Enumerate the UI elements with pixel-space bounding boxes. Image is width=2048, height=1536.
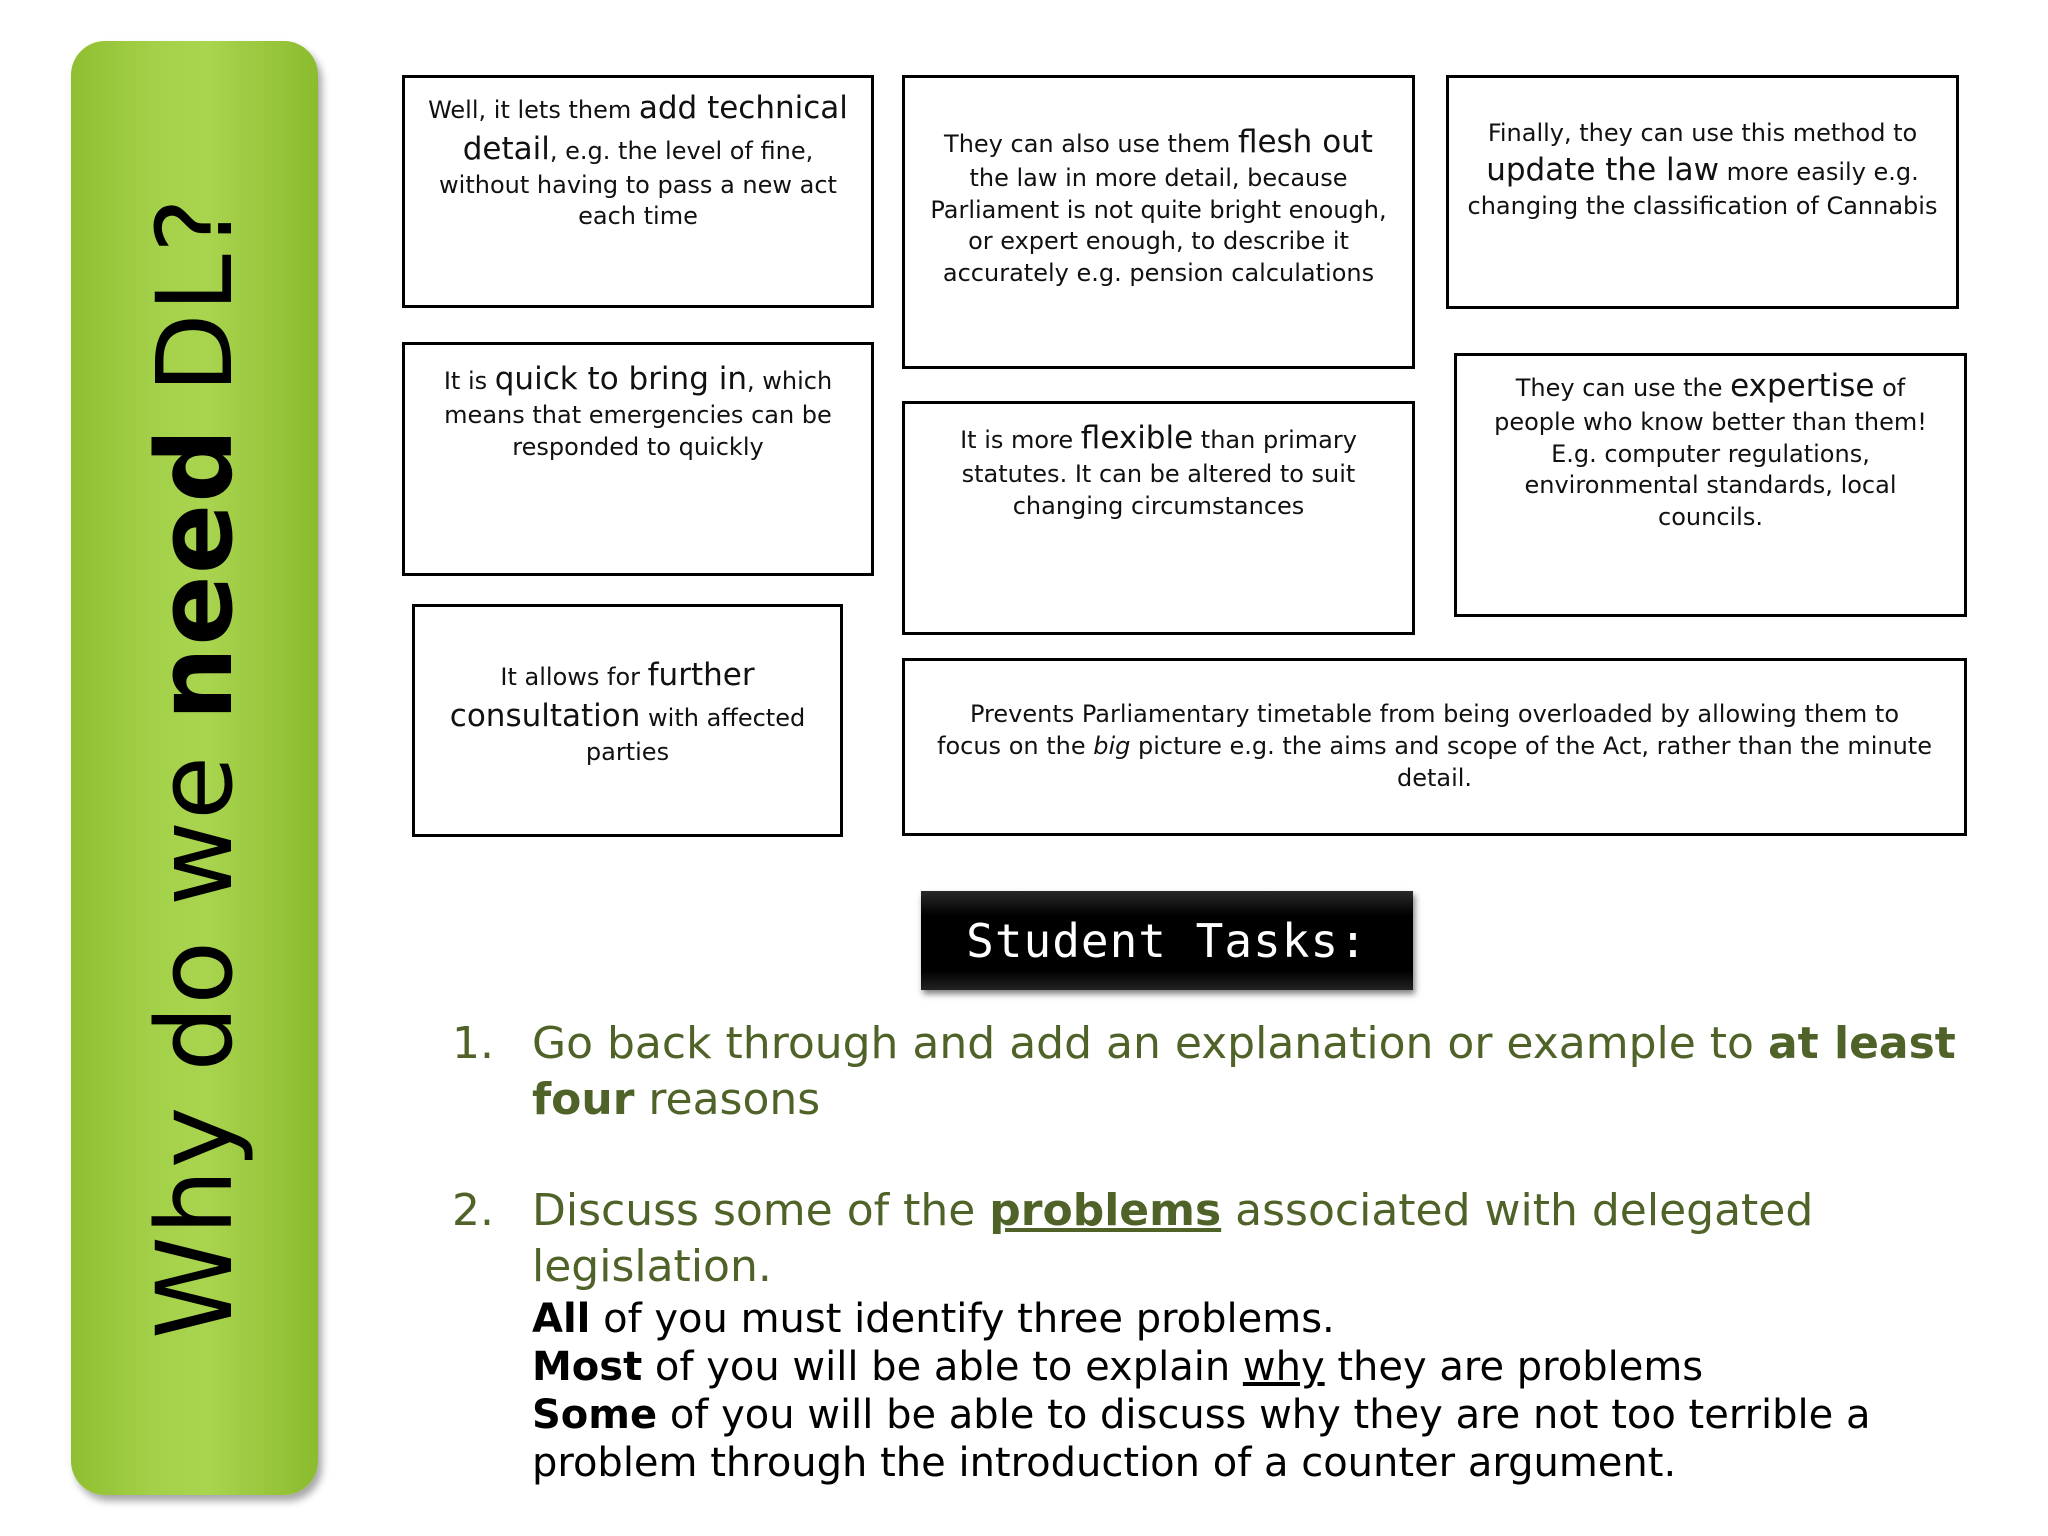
differentiation-levels (532, 1295, 1992, 1487)
reason-box-flesh-out: They can also use them flesh out the law in more detail, because Parliament is not quite bright enough, or expert enough, to describe it accurately e.g. pension calculations (902, 75, 1415, 369)
reason-box-timetable (902, 658, 1967, 836)
reason-box-expertise: They can use the expertise of people who know better than them! E.g. computer regulations, environmental standards, local councils. (1454, 353, 1967, 617)
consultation-text: It allows for further consultation with affected parties (449, 656, 806, 766)
reason-box-technical-detail: Well, it lets them add technical detail, e.g. the level of fine, without having to pass a new act each time (402, 75, 874, 308)
reason-box-consultation (412, 604, 843, 837)
task-item-2: 2. Discuss some of the problems associated with delegated legislation. (452, 1185, 1814, 1292)
title-sidebar (71, 41, 318, 1495)
task-item-1: 1. Go back through and add an explanation or example to at least four reasons (452, 1018, 1956, 1125)
level-most: Most of you will be able to explain why they are problems (532, 1344, 1704, 1390)
sidebar-title: Why do we need DL? (133, 197, 256, 1339)
reason-box-flexible: It is more flexible than primary statutes. It can be altered to suit changing circumstances (902, 401, 1415, 635)
task-list (452, 1016, 1992, 1295)
student-tasks-header: Student Tasks: (921, 891, 1413, 990)
reason-box-quick: It is quick to bring in, which means that emergencies can be responded to quickly (402, 342, 874, 576)
reason-box-update-law: Finally, they can use this method to update the law more easily e.g. changing the classification of Cannabis (1446, 75, 1959, 309)
timetable-text: Prevents Parliamentary timetable from being overloaded by allowing them to focus on the big picture e.g. the aims and scope of the Act, rather than the minute detail. (937, 700, 1932, 792)
level-some: Some of you will be able to discuss why they are not too terrible a problem through the introduction of a counter argument. (532, 1392, 1871, 1486)
level-all: All of you must identify three problems. (532, 1296, 1335, 1342)
